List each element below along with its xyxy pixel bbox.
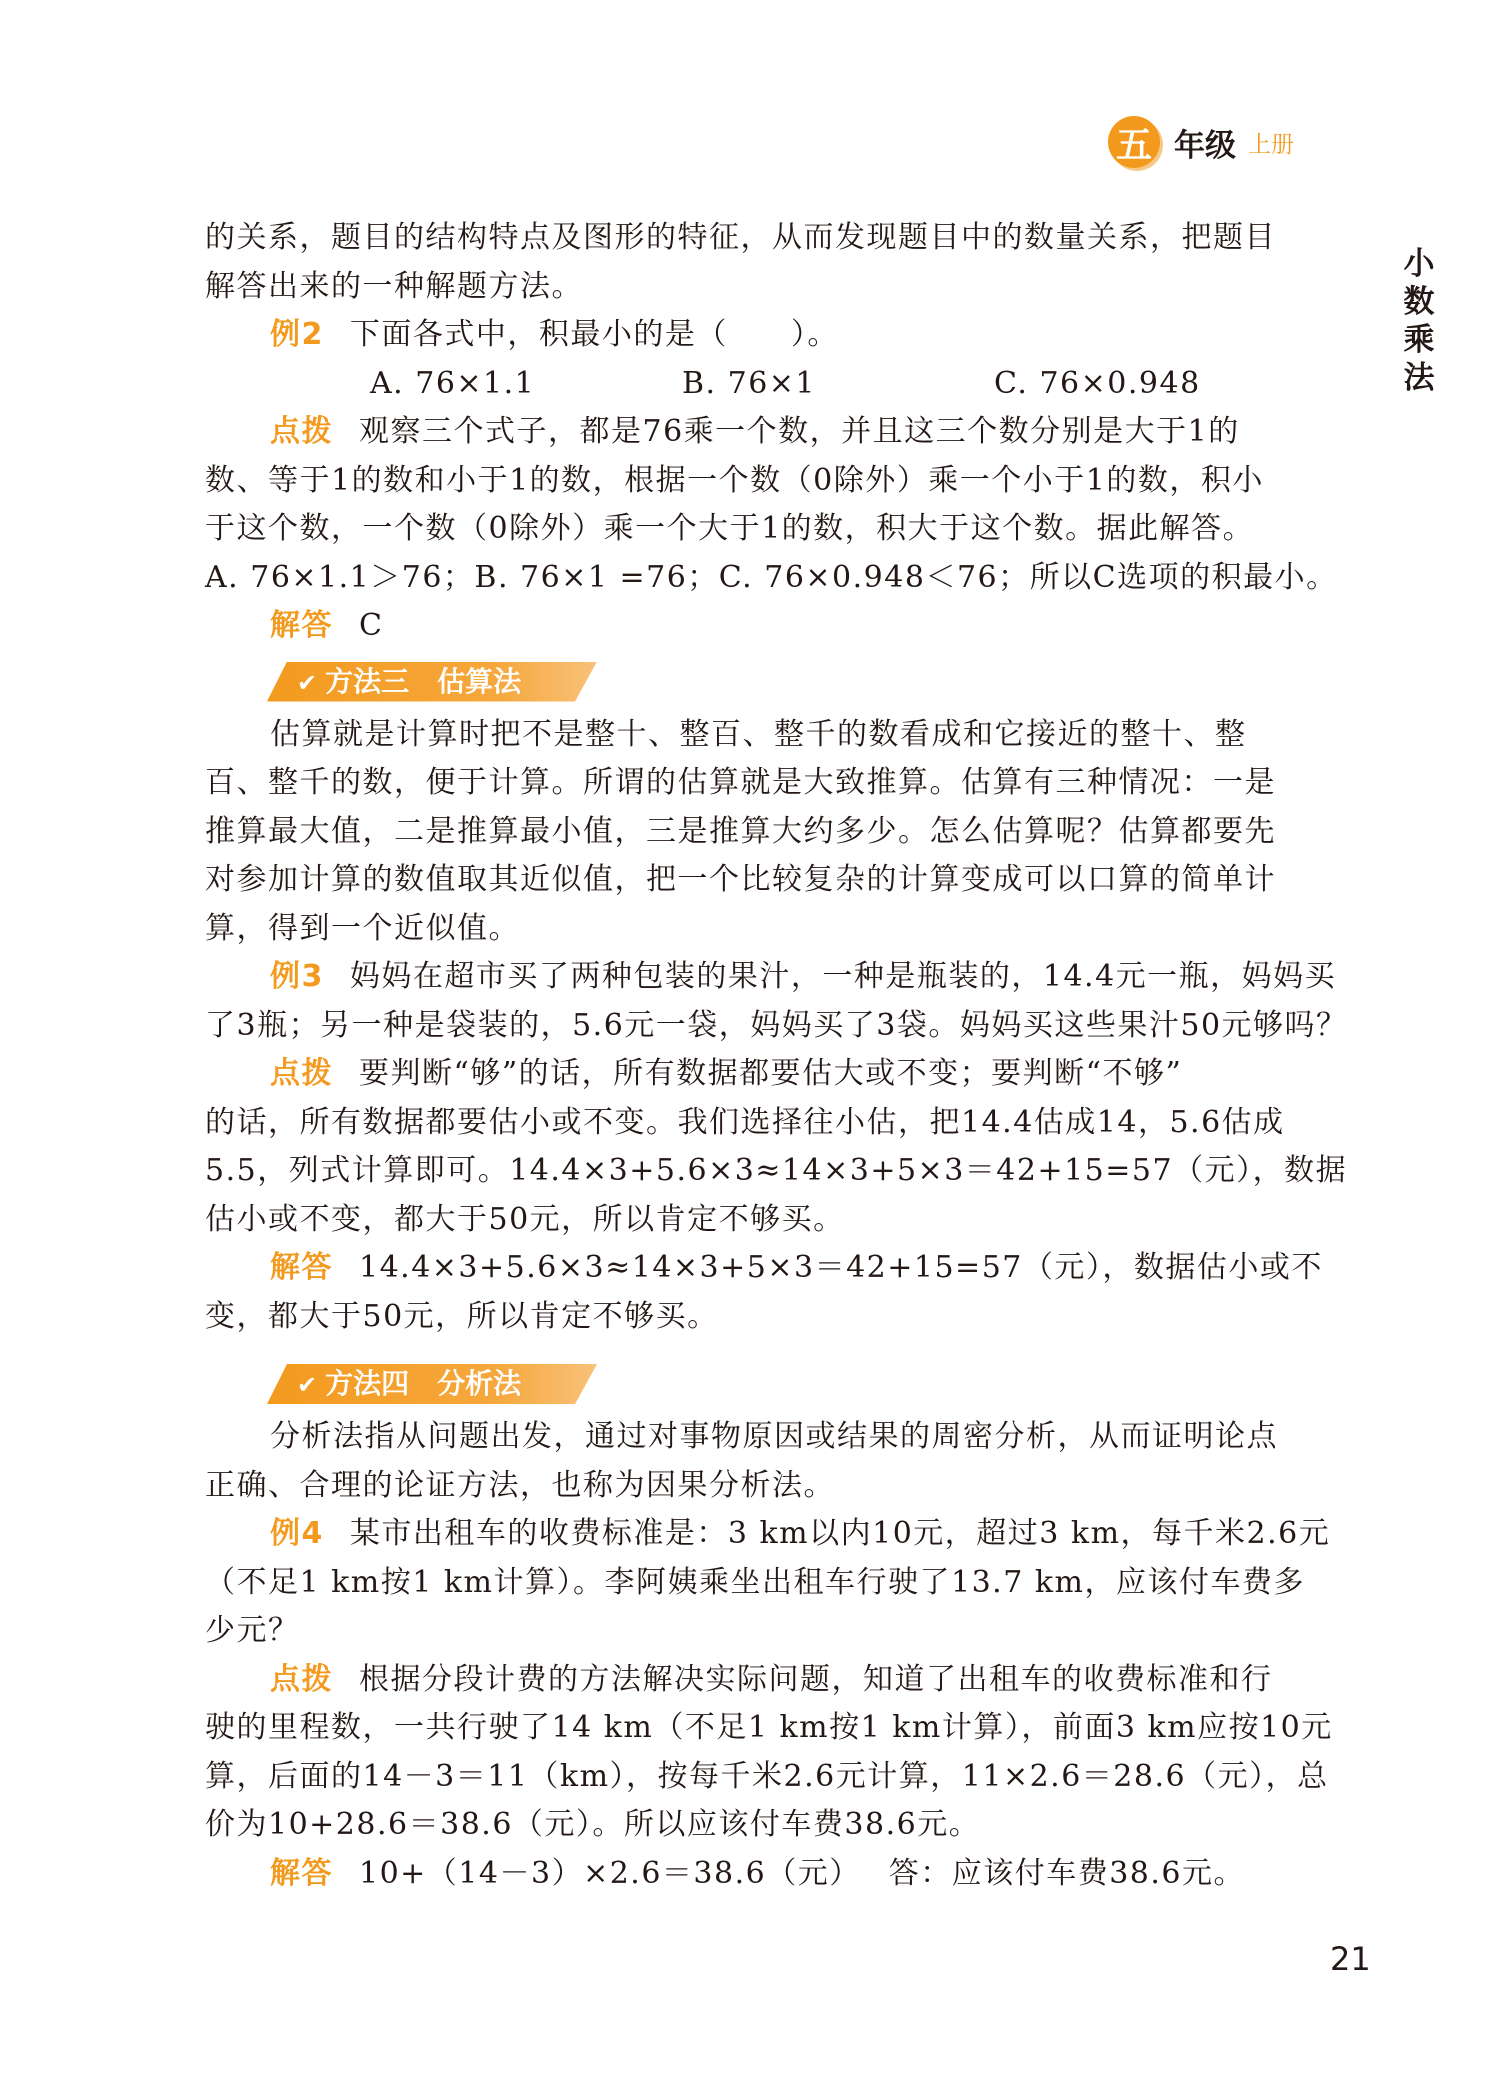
hint-line: 的话，所有数据都要估小或不变。我们选择往小估，把14.4估成14，5.6估成 <box>205 1104 1285 1140</box>
hint-line: 价为10+28.6＝38.6（元）。所以应该付车费38.6元。 <box>205 1807 981 1842</box>
example-2-answer <box>205 602 1333 651</box>
hint-line: A. 76×1.1＞76；B. 76×1 =76；C. 76×0.948＜76；所以C选项的积最小。 <box>205 559 1338 595</box>
side-title-char: 数 <box>1403 284 1435 320</box>
term-label: 上册 <box>1248 131 1294 158</box>
question-line: 少元？ <box>205 1613 300 1648</box>
hint-text: 根据分段计费的方法解决实际问题，知道了出租车的收费标准和行 <box>359 1661 1273 1697</box>
example-3-answer <box>205 1244 1333 1293</box>
paragraph-line: 的关系，题目的结构特点及图形的特征，从而发现题目中的数量关系，把题目 <box>205 220 1276 255</box>
desc-line: 算，得到一个近似值。 <box>205 910 520 946</box>
answer-text: C <box>359 608 384 643</box>
question-text: 某市出租车的收费标准是：3 km以内10元，超过3 km，每千米2.6元 <box>349 1516 1331 1551</box>
desc-line: 推算最大值，二是推算最小值，三是推算大约多少。怎么估算呢？估算都要先 <box>205 813 1276 849</box>
page-number: 21 <box>1330 1940 1371 1978</box>
question-line: （不足1 km按1 km计算）。李阿姨乘坐出租车行驶了13.7 km，应该付车费多 <box>205 1564 1305 1600</box>
side-title-char: 法 <box>1403 360 1435 396</box>
hint-line: 于这个数，一个数（0除外）乘一个大于1的数，积大于这个数。据此解答。 <box>205 511 1255 546</box>
option-a: A. 76×1.1 <box>370 365 536 401</box>
answer-tag: 解答 <box>270 608 333 643</box>
example-4-answer <box>205 1850 1333 1899</box>
method-number: 方法四 <box>325 1367 410 1400</box>
hint-tag: 点拨 <box>270 1661 333 1697</box>
method-number: 方法三 <box>325 664 410 698</box>
hint-line: 5.5，列式计算即可。14.4×3+5.6×3≈14×3+5×3＝42+15=57（元），数据 <box>205 1153 1348 1188</box>
example-2-options <box>205 360 1333 409</box>
example-4-hint <box>205 1656 1333 1705</box>
answer-text: 14.4×3+5.6×3≈14×3+5×3＝42+15=57（元），数据估小或不 <box>359 1250 1323 1285</box>
grade-label: 年级 <box>1174 127 1236 164</box>
option-c: C. 76×0.948 <box>994 365 1201 401</box>
hint-tag: 点拨 <box>270 414 333 449</box>
hint-line: 驶的里程数，一共行驶了14 km（不足1 km按1 km计算），前面3 km应按10元 <box>205 1710 1333 1745</box>
chapter-side-title <box>1398 245 1440 397</box>
example-tag: 例3 <box>270 959 324 994</box>
answer-note: 答：应该付车费38.6元。 <box>888 1855 1246 1891</box>
side-title-char: 乘 <box>1403 322 1435 358</box>
banner-label <box>297 662 521 702</box>
answer-text: 10+（14－3）×2.6＝38.6（元） <box>359 1855 861 1891</box>
example-3-hint <box>205 1050 1333 1099</box>
desc-line: 对参加计算的数值取其近似值，把一个比较复杂的计算变成可以口算的简单计 <box>205 862 1276 897</box>
hint-line: 算，后面的14－3＝11（km），按每千米2.6元计算，11×2.6＝28.6（元），总 <box>205 1758 1329 1794</box>
grade-badge: 五 <box>1108 116 1160 168</box>
option-b: B. 76×1 <box>682 365 817 401</box>
question-text: 妈妈在超市买了两种包装的果汁，一种是瓶装的，14.4元一瓶，妈妈买 <box>349 959 1337 994</box>
check-icon: ✔ <box>297 1371 318 1399</box>
check-icon: ✔ <box>297 668 318 697</box>
question-text: 下面各式中，积最小的是（ ）。 <box>349 317 839 352</box>
method-3-banner <box>205 657 1333 707</box>
hint-text: 要判断“够”的话，所有数据都要估大或不变；要判断“不够” <box>359 1056 1183 1091</box>
hint-line: 数、等于1的数和小于1的数，根据一个数（0除外）乘一个小于1的数，积小 <box>205 462 1264 498</box>
hint-text: 观察三个式子，都是76乘一个数，并且这三个数分别是大于1的 <box>359 414 1240 449</box>
page-content <box>205 214 1348 1898</box>
hint-tag: 点拨 <box>270 1056 333 1091</box>
page-header <box>1108 112 1294 172</box>
example-2-hint <box>205 408 1333 457</box>
answer-tag: 解答 <box>270 1855 333 1891</box>
answer-line: 变，都大于50元，所以肯定不够买。 <box>205 1298 719 1334</box>
desc-line: 百、整千的数，便于计算。所谓的估算就是大致推算。估算有三种情况：一是 <box>205 765 1276 800</box>
answer-tag: 解答 <box>270 1250 333 1285</box>
banner-label <box>297 1364 521 1404</box>
method-4-desc: 分析法指从问题出发，通过对事物原因或结果的周密分析，从而证明论点 <box>270 1419 1278 1454</box>
example-4-question <box>205 1510 1333 1559</box>
example-3-question <box>205 953 1337 1002</box>
hint-line: 估小或不变，都大于50元，所以肯定不够买。 <box>205 1201 845 1237</box>
paragraph-line: 解答出来的一种解题方法。 <box>205 268 583 304</box>
section-spacer <box>205 1341 1333 1353</box>
desc-line: 正确、合理的论证方法，也称为因果分析法。 <box>205 1467 835 1503</box>
example-tag: 例2 <box>270 317 324 352</box>
side-title-char: 小 <box>1403 246 1435 282</box>
method-3-desc: 估算就是计算时把不是整十、整百、整千的数看成和它接近的整十、整 <box>270 716 1247 752</box>
example-tag: 例4 <box>270 1516 324 1551</box>
question-line: 了3瓶；另一种是袋装的，5.6元一袋，妈妈买了3袋。妈妈买这些果汁50元够吗？ <box>205 1007 1348 1043</box>
method-4-banner <box>205 1359 1333 1409</box>
example-2-question <box>205 311 1333 360</box>
method-name: 分析法 <box>437 1367 522 1400</box>
method-name: 估算法 <box>437 664 522 698</box>
